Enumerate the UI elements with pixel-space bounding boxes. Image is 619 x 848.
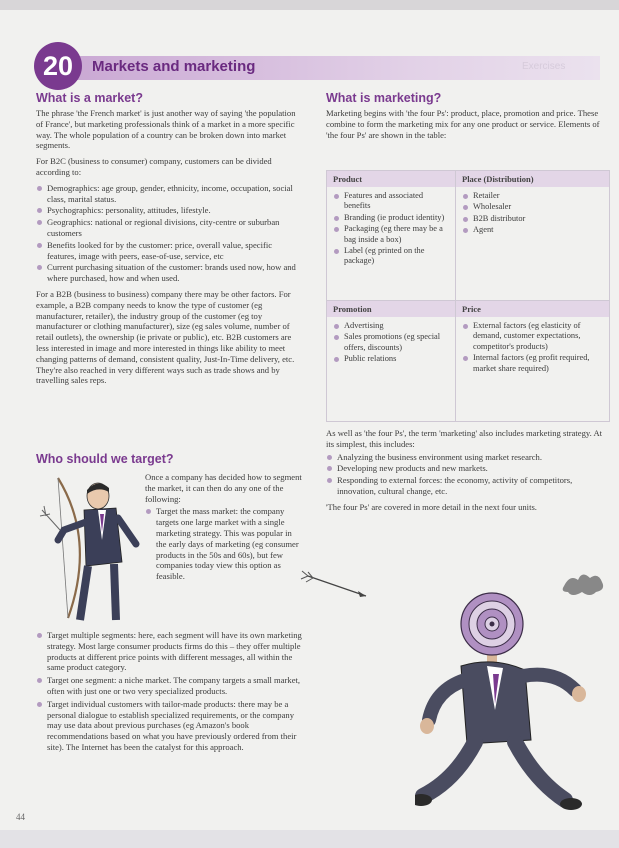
list-item: External factors (eg elasticity of demand, customer expectations, competitor's products) [462, 321, 605, 352]
list-item: Features and associated benefits [333, 191, 451, 212]
paragraph-b2b: For a B2B (business to business) company there may be other factors. For example, a B2B company needs to know the type of customer (eg manufacturer, retailer), the industry group of the customer (eg toy manufacturer or clothing manufacturer), size (eg sales volume, number of retail outlets), the ownership (ie private or public), etc. B2B customers are less interested in image and more interested in things like ability to meet changing patterns of demand, consistent quality, Just-In-Time delivery, etc. They're also reached in very different ways such as trade shows and by travelling sales reps. [36, 288, 295, 386]
show-through-text: Exercises [522, 61, 566, 72]
table-header-promotion: Promotion [327, 301, 455, 317]
table-divider-horizontal [327, 300, 609, 301]
list-item: Geographics: national or regional divisions, city-centre or suburban customers [36, 217, 302, 239]
paragraph-targeting-intro: Once a company has decided how to segment the market, it can then do any one of the following: [145, 472, 302, 504]
paragraph-b2c-intro: For B2C (business to consumer) company, customers can be divided according to: [36, 156, 272, 177]
table-cell-price [456, 317, 609, 375]
unit-number-badge: 20 [34, 42, 82, 90]
list-item: Benefits looked for by the customer: price, overall value, specific features, image with peers, ease-of-use, service, etc [36, 240, 302, 262]
archer-businessman-illustration [36, 470, 140, 624]
table-header-product: Product [327, 171, 455, 187]
table-header-place: Place (Distribution) [456, 171, 609, 187]
list-item: Target one segment: a niche market. The company targets a small market, often with just one or two very specialized products. [36, 675, 302, 697]
marketing-mix-table [326, 170, 610, 422]
list-item: Public relations [333, 354, 451, 364]
list-item: Target individual customers with tailor-made products: there may be a personal dialogue to establish specialized requirements, or the company may use data about previous purchases (eg Amazon's book recommendations based on what you have previously ordered from their site). The Internet has been the catalyst for this approach. [36, 699, 302, 753]
heading-what-is-marketing: What is marketing? [326, 91, 442, 105]
list-item: Sales promotions (eg special offers, discounts) [333, 332, 451, 353]
segmentation-list [36, 183, 302, 284]
scan-bottom-edge [0, 830, 619, 848]
list-item: Target multiple segments: here, each segment will have its own marketing strategy. Most large consumer products firms do this – they offer multiple products at different price points with different messages, all within the same product category. [36, 630, 302, 673]
targeting-list [36, 630, 302, 753]
page-number: 44 [16, 812, 25, 822]
list-item: Agent [462, 225, 605, 235]
list-item: Responding to external forces: the economy, activity of competitors, innovation, cultural change, etc. [326, 475, 608, 497]
running-man-target-illustration [415, 590, 590, 830]
targeting-list-first [145, 506, 302, 582]
list-item: Advertising [333, 321, 451, 331]
unit-title: Markets and marketing [92, 58, 256, 75]
list-item: Retailer [462, 191, 605, 201]
targeting-list-block [36, 630, 302, 754]
arrow-icon [300, 570, 370, 600]
table-cell-place [456, 187, 609, 237]
list-item: B2B distributor [462, 214, 605, 224]
list-item: Analyzing the business environment using market research. [326, 452, 608, 463]
list-item: Branding (ie product identity) [333, 213, 451, 223]
table-divider-vertical [455, 171, 456, 421]
list-item: Wholesaler [462, 202, 605, 212]
heading-who-should-we-target: Who should we target? [36, 452, 174, 466]
paragraph-marketing-strategy: As well as 'the four Ps', the term 'marketing' also includes marketing strategy. At its simplest, this includes: [326, 428, 603, 449]
marketing-strategy-block [326, 428, 608, 518]
paragraph-four-ps: Marketing begins with 'the four Ps': product, place, promotion and price. These combine to form the marketing mix for any one product or service. Elements of 'the four Ps' are shown in the table: [326, 108, 600, 140]
left-column-top [36, 108, 302, 391]
list-item: Packaging (eg there may be a bag inside a box) [333, 224, 451, 245]
strategy-list [326, 452, 608, 497]
table-header-price: Price [456, 301, 609, 317]
table-cell-product [327, 187, 455, 268]
paragraph-next-units: 'The four Ps' are covered in more detail in the next four units. [326, 501, 537, 512]
heading-what-is-a-market: What is a market? [36, 91, 143, 105]
list-item: Developing new products and new markets. [326, 463, 608, 474]
list-item: Current purchasing situation of the customer: brands used now, how and where purchased, how and when used. [36, 262, 302, 284]
targeting-intro-block [145, 472, 302, 583]
list-item: Demographics: age group, gender, ethnicity, income, occupation, social class, marital status. [36, 183, 302, 205]
table-cell-promotion [327, 317, 455, 366]
scan-top-edge [0, 0, 619, 10]
paragraph-market-definition: The phrase 'the French market' is just another way of saying 'the population of France', but marketing professionals think of a market in a more specific way. The whole population of a country can be broken down into market segments. [36, 108, 296, 151]
list-item: Label (eg printed on the package) [333, 246, 451, 267]
list-item: Internal factors (eg profit required, market share required) [462, 353, 605, 374]
list-item: Psychographics: personality, attitudes, lifestyle. [36, 205, 302, 216]
list-item: Target the mass market: the company targets one large market with a single marketing strategy. This was popular in the early days of marketing (eg consumer products in the 50s and 60s), but few companies today view this option as feasible. [145, 506, 302, 582]
